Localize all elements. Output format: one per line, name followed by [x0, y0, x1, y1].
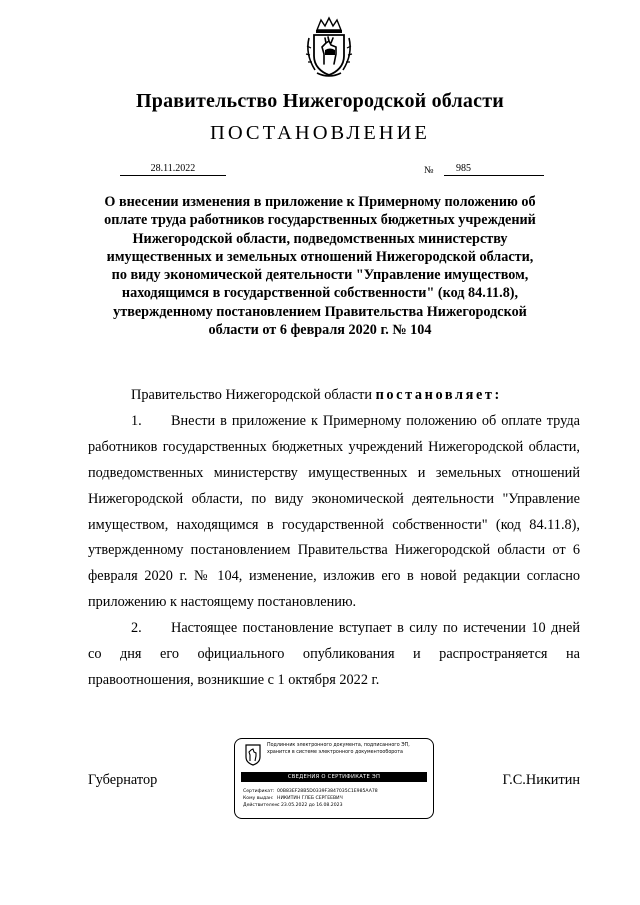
item-text: Внести в приложение к Примерному положению об оплате труда работников государственных бюджетных учреждений Нижегородской области, подведомственных министерству имущественных и земельных отношений Нижегородской области, по виду экономической деятельности "Управление имуществом, находящимся в государственной собственности" (код 84.11.8), утвержденному постановлением Правительства Нижегородской области от 6 февраля 2020 г. № 104, изменение, изложив его в новой редакции согласно приложению к настоящему постановлению. — [88, 412, 580, 611]
coat-of-arms-icon — [303, 16, 355, 78]
validity-value: с 23.05.2022 до 16.08.2023 — [277, 803, 343, 808]
validity-label: Действителен: — [243, 803, 280, 808]
certificate-row — [243, 789, 429, 795]
signatory-name: Г.С.Никитин — [502, 772, 580, 788]
document-body — [88, 383, 580, 694]
signatory-position: Губернатор — [88, 772, 158, 788]
stamp-notice: Подлинник электронного документа, подписанного ЭП, хранится в системе электронного документооборота — [267, 743, 410, 755]
list-item — [88, 409, 580, 616]
emblem-icon — [245, 744, 261, 766]
number-sign: № — [424, 165, 434, 176]
preamble — [88, 383, 580, 409]
issued-to-label: Кому выдан: — [243, 796, 274, 801]
certificate-label: Сертификат: — [243, 789, 275, 794]
list-item — [88, 616, 580, 694]
item-number: 2. — [131, 620, 142, 637]
issued-to-row — [243, 796, 429, 802]
document-type: ПОСТАНОВЛЕНИЕ — [210, 122, 430, 144]
government-name: Правительство Нижегородской области — [136, 90, 504, 112]
document-number: 985 — [444, 163, 544, 176]
stamp-header: СВЕДЕНИЯ О СЕРТИФИКАТЕ ЭП — [241, 772, 427, 782]
e-signature-stamp — [234, 738, 434, 819]
preamble-verb: постановляет: — [375, 387, 502, 403]
certificate-value: 00B83EF28B5D0339F3847035C1E985AA78 — [277, 789, 378, 794]
document-date: 28.11.2022 — [120, 163, 226, 176]
issued-to-value: НИКИТИН ГЛЕБ СЕРГЕЕВИЧ — [277, 796, 343, 801]
preamble-lead: Правительство Нижегородской области — [131, 387, 372, 403]
document-title: О внесении изменения в приложение к Примерному положению об оплате труда работников государственных бюджетных учреждений Нижегородской области, подведомственных министерству имущественных и земельных отношений Нижегородской области, по виду экономической деятельности "Управление имуществом, находящимся в государственной собственности" (код 84.11.8), утвержденному постановлением Правительства Нижегородской области от 6 февраля 2020 г. № 104 — [104, 194, 536, 339]
validity-row — [243, 803, 429, 809]
item-number: 1. — [131, 412, 142, 429]
item-text: Настоящее постановление вступает в силу по истечении 10 дней со дня его официального опубликования и распространяется на правоотношения, возникшие с 1 октября 2022 г. — [88, 620, 580, 688]
